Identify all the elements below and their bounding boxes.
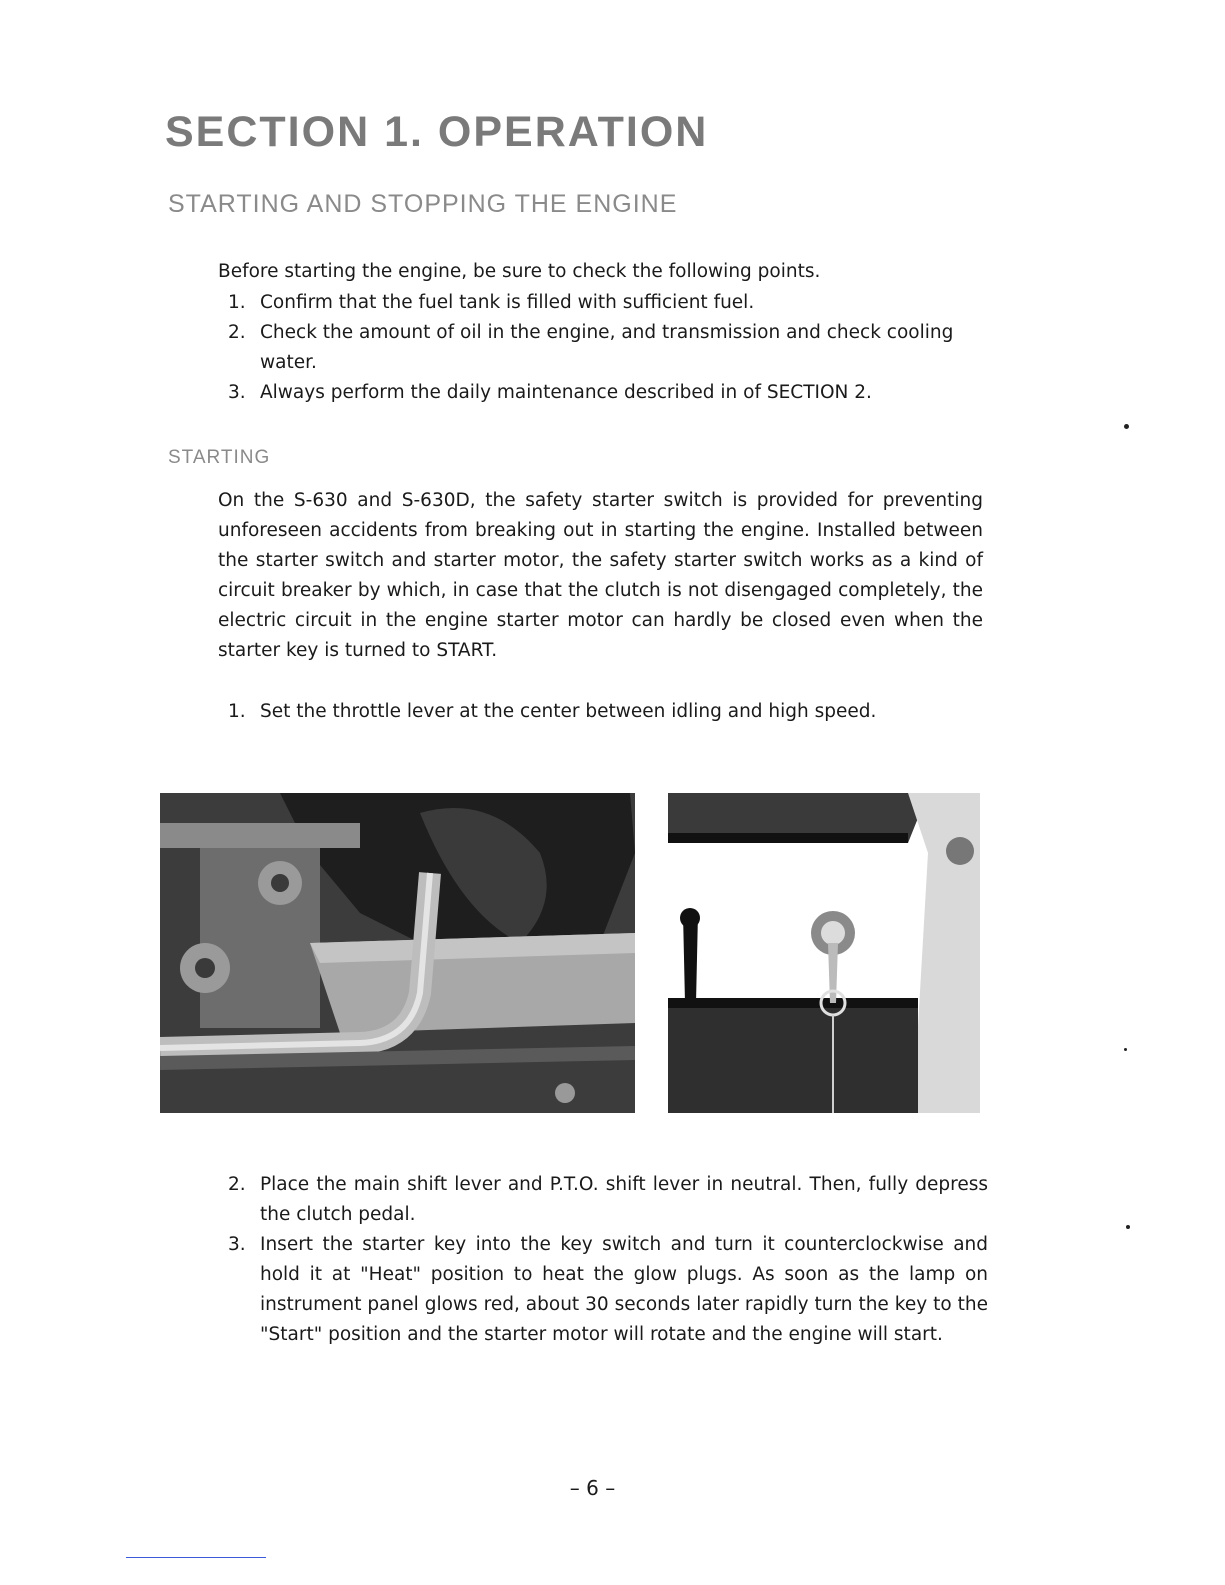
scan-speck <box>1124 1048 1127 1051</box>
intro-text: Before starting the engine, be sure to check the following points. <box>218 261 821 282</box>
list-item-text: Check the amount of oil in the engine, and transmission and check cooling water. <box>260 322 954 373</box>
list-item <box>228 1170 988 1230</box>
scan-speck <box>1126 1225 1130 1229</box>
starting-paragraph: On the S-630 and S-630D, the safety starter switch is provided for preventing unforeseen accidents from breaking out in starting the engine. Installed between the starter switch and starter motor, the safety starter switch works as a kind of circuit breaker by which, in case that the clutch is not disengaged completely, the electric circuit in the engine starter motor can hardly be closed even when the starter key is turned to START. <box>218 490 983 661</box>
starting-steps <box>228 697 988 727</box>
list-item-number: 1. <box>228 701 246 722</box>
starting-heading: STARTING <box>168 447 271 468</box>
list-item-text: Always perform the daily maintenance described in of SECTION 2. <box>260 382 872 403</box>
list-item <box>228 697 988 727</box>
list-item-text: Place the main shift lever and P.T.O. shift lever in neutral. Then, fully depress the clutch pedal. <box>260 1174 988 1225</box>
list-item <box>228 288 988 318</box>
list-item-text: Set the throttle lever at the center between idling and high speed. <box>260 701 877 722</box>
pre-start-checklist <box>228 288 988 408</box>
list-item <box>228 318 988 378</box>
scan-speck <box>1124 424 1129 429</box>
list-item <box>228 378 988 408</box>
sub-heading: STARTING AND STOPPING THE ENGINE <box>168 190 678 218</box>
list-item-text: Confirm that the fuel tank is filled with sufficient fuel. <box>260 292 755 313</box>
list-item-number: 2. <box>228 1174 246 1195</box>
footer-line <box>126 1557 266 1558</box>
list-item-number: 3. <box>228 1234 246 1255</box>
list-item <box>228 1230 988 1350</box>
list-item-number: 3. <box>228 382 246 403</box>
key-switch-photo <box>668 793 980 1113</box>
list-item-number: 2. <box>228 322 246 343</box>
starting-steps-continued <box>228 1170 988 1350</box>
list-item-number: 1. <box>228 292 246 313</box>
page-number: – 6 – <box>569 1476 616 1500</box>
clutch-pedal-photo <box>160 793 635 1113</box>
list-item-text: Insert the starter key into the key switch and turn it counterclockwise and hold it at "Heat" position to heat the glow plugs. As soon as the lamp on instrument panel glows red, about 30 seconds later rapidly turn the key to the "Start" position and the starter motor will rotate and the engine will start. <box>260 1234 988 1345</box>
section-title: SECTION 1. OPERATION <box>165 108 709 156</box>
